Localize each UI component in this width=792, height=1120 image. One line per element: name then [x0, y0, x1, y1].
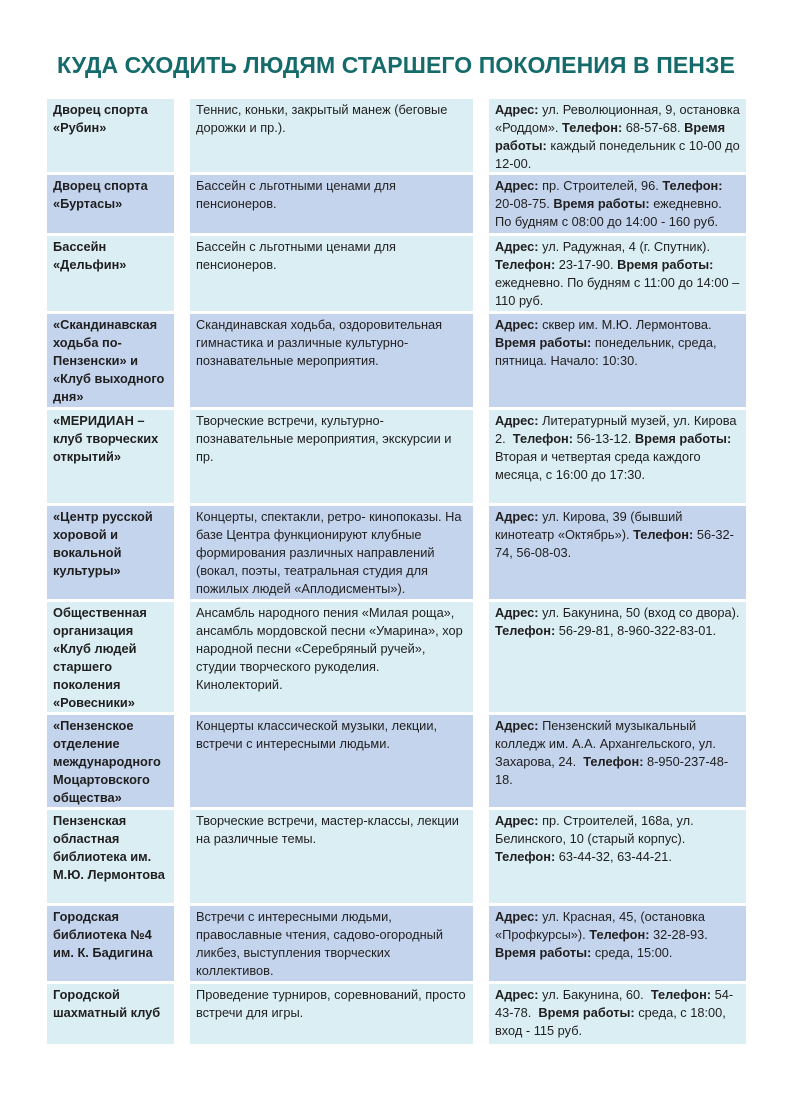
place-description: Концерты классической музыки, лекции, встречи с интересными людьми. [190, 715, 473, 807]
contact-value: ул. Радужная, 4 (г. Спутник). [538, 239, 714, 254]
contact-value: среда, 15:00. [591, 944, 673, 960]
contact-label: Время работы: [495, 119, 726, 153]
place-contacts [489, 984, 746, 1044]
contact-value: 32-28-93. [649, 926, 712, 942]
contact-label: Адрес: [495, 987, 539, 1002]
contact-label: Время работы: [634, 430, 732, 446]
place-name: Городской шахматный клуб [47, 984, 174, 1044]
contact-label: Телефон: [495, 622, 556, 638]
place-contacts [489, 410, 746, 503]
contact-label: Телефон: [562, 119, 623, 135]
table-row [47, 810, 746, 906]
contact-label: Время работы: [495, 944, 592, 960]
contact-label: Телефон: [495, 848, 556, 864]
table-row [47, 410, 746, 506]
contact-value: понедельник, среда, пятница. Начало: 10:30. [495, 334, 721, 368]
place-description: Теннис, коньки, закрытый манеж (беговые дорожки и пр.). [190, 99, 473, 172]
place-name: «Пензенское отделение международного Моцартовского общества» [47, 715, 174, 807]
place-description: Проведение турниров, соревнований, просто встречи для игры. [190, 984, 473, 1044]
place-contacts [489, 236, 746, 311]
place-contacts [489, 506, 746, 599]
contact-label: Адрес: [495, 317, 539, 332]
table-row [47, 984, 746, 1047]
contact-label: Телефон: [633, 526, 694, 542]
place-contacts [489, 715, 746, 807]
contact-label: Телефон: [650, 987, 712, 1002]
contact-label: Адрес: [495, 509, 539, 524]
contact-value: ул. Бакунина, 60. [538, 987, 651, 1002]
place-name: Бассейн «Дельфин» [47, 236, 174, 311]
place-name: «Скандинавская ходьба по-Пензенски» и «Клуб выходного дня» [47, 314, 174, 407]
contact-value: ежедневно. По будням с 11:00 до 14:00 – 110 руб. [495, 256, 743, 308]
place-contacts [489, 906, 746, 981]
places-table [47, 99, 746, 1047]
table-row [47, 314, 746, 410]
contact-label: Адрес: [495, 909, 539, 924]
place-description: Творческие встречи, культурно-познавательные мероприятия, экскурсии и пр. [190, 410, 473, 503]
contact-value: ул. Красная, 45, (остановка «Профкурсы»). [495, 909, 709, 942]
table-row [47, 506, 746, 602]
place-description: Встречи с интересными людьми, православные чтения, садово-огородный ликбез, выступления творческих коллективов. [190, 906, 473, 981]
contact-label: Адрес: [495, 239, 539, 254]
contact-label: Адрес: [495, 102, 539, 117]
contact-label: Телефон: [583, 753, 644, 769]
contact-value: 20-08-75. [495, 178, 727, 211]
place-name: Пензенская областная библиотека им. М.Ю. Лермонтова [47, 810, 174, 903]
contact-value: 56-32-74, 56-08-03. [495, 526, 734, 560]
contact-value: сквер им. М.Ю. Лермонтова. [538, 317, 716, 332]
contact-value: пр. Строителей, 168а, ул. Белинского, 10 (старый корпус). [495, 813, 698, 846]
contact-label: Телефон: [662, 178, 723, 193]
table-row [47, 715, 746, 810]
contact-label: Адрес: [495, 718, 539, 733]
contact-label: Время работы: [495, 334, 592, 350]
table-row [47, 602, 746, 715]
contact-label: Адрес: [495, 813, 539, 828]
place-description: Ансамбль народного пения «Милая роща», ансамбль мордовской песни «Умарина», хор народной песни «Серебряный ручей», студии творческого рукоделия. Кинолекторий. [190, 602, 473, 712]
place-description: Бассейн с льготными ценами для пенсионеров. [190, 236, 473, 311]
place-name: «МЕРИДИАН – клуб творческих открытий» [47, 410, 174, 503]
contact-value: Пензенский музыкальный колледж им. А.А. Архангельского, ул. Захарова, 24. [495, 718, 720, 769]
contact-value: 68-57-68. [622, 119, 685, 135]
contact-label: Телефон: [512, 430, 574, 446]
place-name: Дворец спорта «Буртасы» [47, 175, 174, 233]
place-description: Концерты, спектакли, ретро- кинопоказы. На базе Центра функционируют клубные формирования различных направлений (вокал, поэты, театральная студия для пожилых людей «Аплодисменты»). [190, 506, 473, 599]
place-description: Скандинавская ходьба, оздоровительная гимнастика и различные культурно-познавательные мероприятия. [190, 314, 473, 407]
contact-value: Литературный музей, ул. Кирова 2. [495, 413, 741, 446]
contact-value: пр. Строителей, 96. [538, 178, 663, 193]
place-name: Дворец спорта «Рубин» [47, 99, 174, 172]
contact-label: Адрес: [495, 413, 539, 428]
table-row [47, 175, 746, 236]
contact-value: ул. Бакунина, 50 (вход со двора). [538, 605, 743, 620]
place-name: Городская библиотека №4 им. К. Бадигина [47, 906, 174, 981]
contact-value: каждый понедельник с 10-00 до 12-00. [495, 137, 744, 171]
contact-value: 23-17-90. [555, 256, 618, 272]
table-row [47, 906, 746, 984]
contact-value: Вторая и четвертая среда каждого месяца, с 16:00 до 17:30. [495, 430, 735, 482]
contact-label: Телефон: [495, 256, 556, 272]
contact-value: 63-44-32, 63-44-21. [555, 848, 672, 864]
contact-label: Время работы: [617, 256, 714, 272]
place-name: «Центр русской хоровой и вокальной культуры» [47, 506, 174, 599]
contact-value: 8-950-237-48-18. [495, 753, 729, 787]
contact-value: ул. Кирова, 39 (бывший кинотеатр «Октябрь»). [495, 509, 686, 542]
contact-value: ежедневно. По будням с 08:00 до 14:00 - 160 руб. [495, 195, 726, 229]
contact-label: Время работы: [538, 1004, 635, 1020]
table-row [47, 99, 746, 175]
contact-value: 56-13-12. [573, 430, 635, 446]
page-title: КУДА СХОДИТЬ ЛЮДЯМ СТАРШЕГО ПОКОЛЕНИЯ В ПЕНЗЕ [57, 52, 735, 78]
place-contacts [489, 175, 746, 233]
place-contacts [489, 314, 746, 407]
table-row [47, 236, 746, 314]
place-name: Общественная организация «Клуб людей старшего поколения «Ровесники» [47, 602, 174, 712]
contact-value: 56-29-81, 8-960-322-83-01. [555, 622, 716, 638]
contact-value: среда, с 18:00, вход - 115 руб. [495, 1004, 730, 1038]
contact-label: Адрес: [495, 178, 539, 193]
contact-label: Адрес: [495, 605, 539, 620]
place-contacts [489, 810, 746, 903]
contact-label: Телефон: [589, 926, 650, 942]
contact-value: ул. Революционная, 9, остановка «Роддом». [495, 102, 744, 135]
contact-value: 54-43-78. [495, 987, 734, 1020]
place-description: Творческие встречи, мастер-классы, лекции на различные темы. [190, 810, 473, 903]
contact-label: Время работы: [553, 195, 650, 211]
place-contacts [489, 602, 746, 712]
place-description: Бассейн с льготными ценами для пенсионеров. [190, 175, 473, 233]
place-contacts [489, 99, 746, 172]
